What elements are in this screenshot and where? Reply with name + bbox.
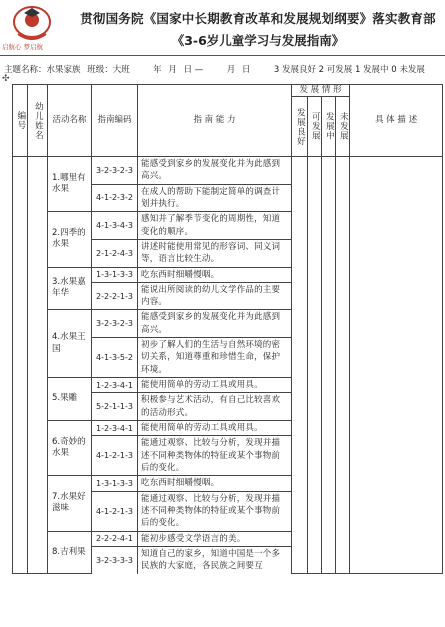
rating-legend: 3 发展良好 2 可发展 1 发展中 0 未发展 (273, 65, 425, 75)
check-good[interactable] (292, 157, 308, 574)
guide-code: 4-1-3-5-2 (92, 338, 138, 378)
guide-ability: 能初步感受文学语言的美。 (138, 531, 292, 546)
guide-ability: 知道自己的家乡，知道中国是一个多民族的大家庭，各民族之间要互 (138, 546, 292, 573)
guide-code: 4-1-2-3-2 (92, 184, 138, 212)
activity-name: 1.哪里有水果 (48, 157, 92, 212)
check-developing[interactable] (322, 157, 336, 574)
guide-ability: 积极参与艺术活动，有自己比较喜欢的活动形式。 (138, 393, 292, 421)
child-name-cell[interactable] (28, 157, 48, 574)
date-day-end: 日 (241, 65, 251, 75)
header-divider (0, 55, 445, 56)
header-child-name: 幼儿姓名 (28, 85, 48, 157)
activity-name: 5.果雕 (48, 378, 92, 421)
header-good: 发展良好 (292, 97, 308, 157)
guide-code: 1-3-1-3-3 (92, 476, 138, 491)
header-ability: 指 南 能 力 (138, 85, 292, 157)
guide-code: 1-2-3-4-1 (92, 378, 138, 393)
class-name: 班级：大班 (87, 65, 130, 75)
check-possible[interactable] (308, 157, 322, 574)
guide-ability: 初步了解人们的生活与自然环境的密切关系，知道尊重和珍惜生命，保护环境。 (138, 338, 292, 378)
date-month-end: 月 (226, 65, 236, 75)
check-not-developed[interactable] (336, 157, 350, 574)
page-header (0, 0, 445, 60)
guide-code: 4-1-3-4-3 (92, 212, 138, 240)
guide-code: 2-2-2-1-3 (92, 282, 138, 310)
page-title-line2: 《3-6岁儿童学习与发展指南》 (171, 33, 345, 48)
header-developing: 发展中 (322, 97, 336, 157)
activity-name: 8.吉利果 (48, 531, 92, 573)
assessment-table (12, 84, 443, 574)
date-month-start: 月 (168, 65, 177, 75)
activity-name: 2.四季的水果 (48, 212, 92, 267)
theme-name: 主题名称：水果家族 (4, 65, 81, 75)
guide-code: 2-2-2-4-1 (92, 531, 138, 546)
meta-line (4, 63, 442, 75)
header-dev-status: 发 展 情 形 (292, 85, 350, 97)
guide-ability: 能使用简单的劳动工具或用具。 (138, 378, 292, 393)
guide-ability: 吃东西时细嚼慢咽。 (138, 476, 292, 491)
guide-code: 2-1-2-4-3 (92, 239, 138, 267)
header-code: 指南编码 (92, 85, 138, 157)
header-not-developed: 未发展 (336, 97, 350, 157)
guide-ability: 讲述时能使用常见的形容词、同义词等，语言比较生动。 (138, 239, 292, 267)
guide-ability: 能通过观察、比较与分析，发现并描述不同种类物体的特征或某个事物前后的变化。 (138, 491, 292, 531)
header-number: 编号 (13, 85, 28, 157)
header-activity: 活动名称 (48, 85, 92, 157)
activity-name: 4.水果王国 (48, 310, 92, 378)
guide-ability: 能使用简单的劳动工具或用具。 (138, 421, 292, 436)
guide-ability: 能通过观察、比较与分析，发现并描述不同种类物体的特征或某个事物前后的变化。 (138, 436, 292, 476)
guide-code: 3-2-3-2-3 (92, 310, 138, 338)
table-row (13, 157, 443, 185)
activity-name: 3.水果嘉年华 (48, 267, 92, 310)
activity-name: 7.水果好滋味 (48, 476, 92, 531)
guide-code: 3-2-3-3-3 (92, 546, 138, 573)
date-year: 年 (153, 65, 162, 75)
guide-code: 1-2-3-4-1 (92, 421, 138, 436)
guide-ability: 能说出所阅读的幼儿文学作品的主要内容。 (138, 282, 292, 310)
logo-caption: 启航心 梦启航 (2, 43, 44, 51)
guide-ability: 能感受到家乡的发展变化并为此感到高兴。 (138, 310, 292, 338)
page-title-line1: 贯彻国务院《国家中长期教育改革和发展规划纲要》落实教育部 (80, 11, 436, 26)
guide-ability: 吃东西时细嚼慢咽。 (138, 267, 292, 282)
guide-code: 4-1-2-1-3 (92, 436, 138, 476)
guide-code: 4-1-2-1-3 (92, 491, 138, 531)
activity-name: 6.奇妙的水果 (48, 421, 92, 476)
guide-ability: 在成人的帮助下能制定简单的调查计划并执行。 (138, 184, 292, 212)
guide-ability: 能感受到家乡的发展变化并为此感到高兴。 (138, 157, 292, 185)
guide-ability: 感知并了解季节变化的周期性，知道变化的顺序。 (138, 212, 292, 240)
date-day-start: 日 — (183, 65, 204, 75)
description-cell[interactable] (350, 157, 443, 574)
guide-code: 5-2-1-1-3 (92, 393, 138, 421)
move-cross-icon[interactable]: ✣ (2, 74, 10, 84)
guide-code: 1-3-1-3-3 (92, 267, 138, 282)
header-possible: 可发展 (308, 97, 322, 157)
number-cell[interactable] (13, 157, 28, 574)
guide-code: 3-2-3-2-3 (92, 157, 138, 185)
header-description: 具 体 描 述 (350, 85, 443, 157)
